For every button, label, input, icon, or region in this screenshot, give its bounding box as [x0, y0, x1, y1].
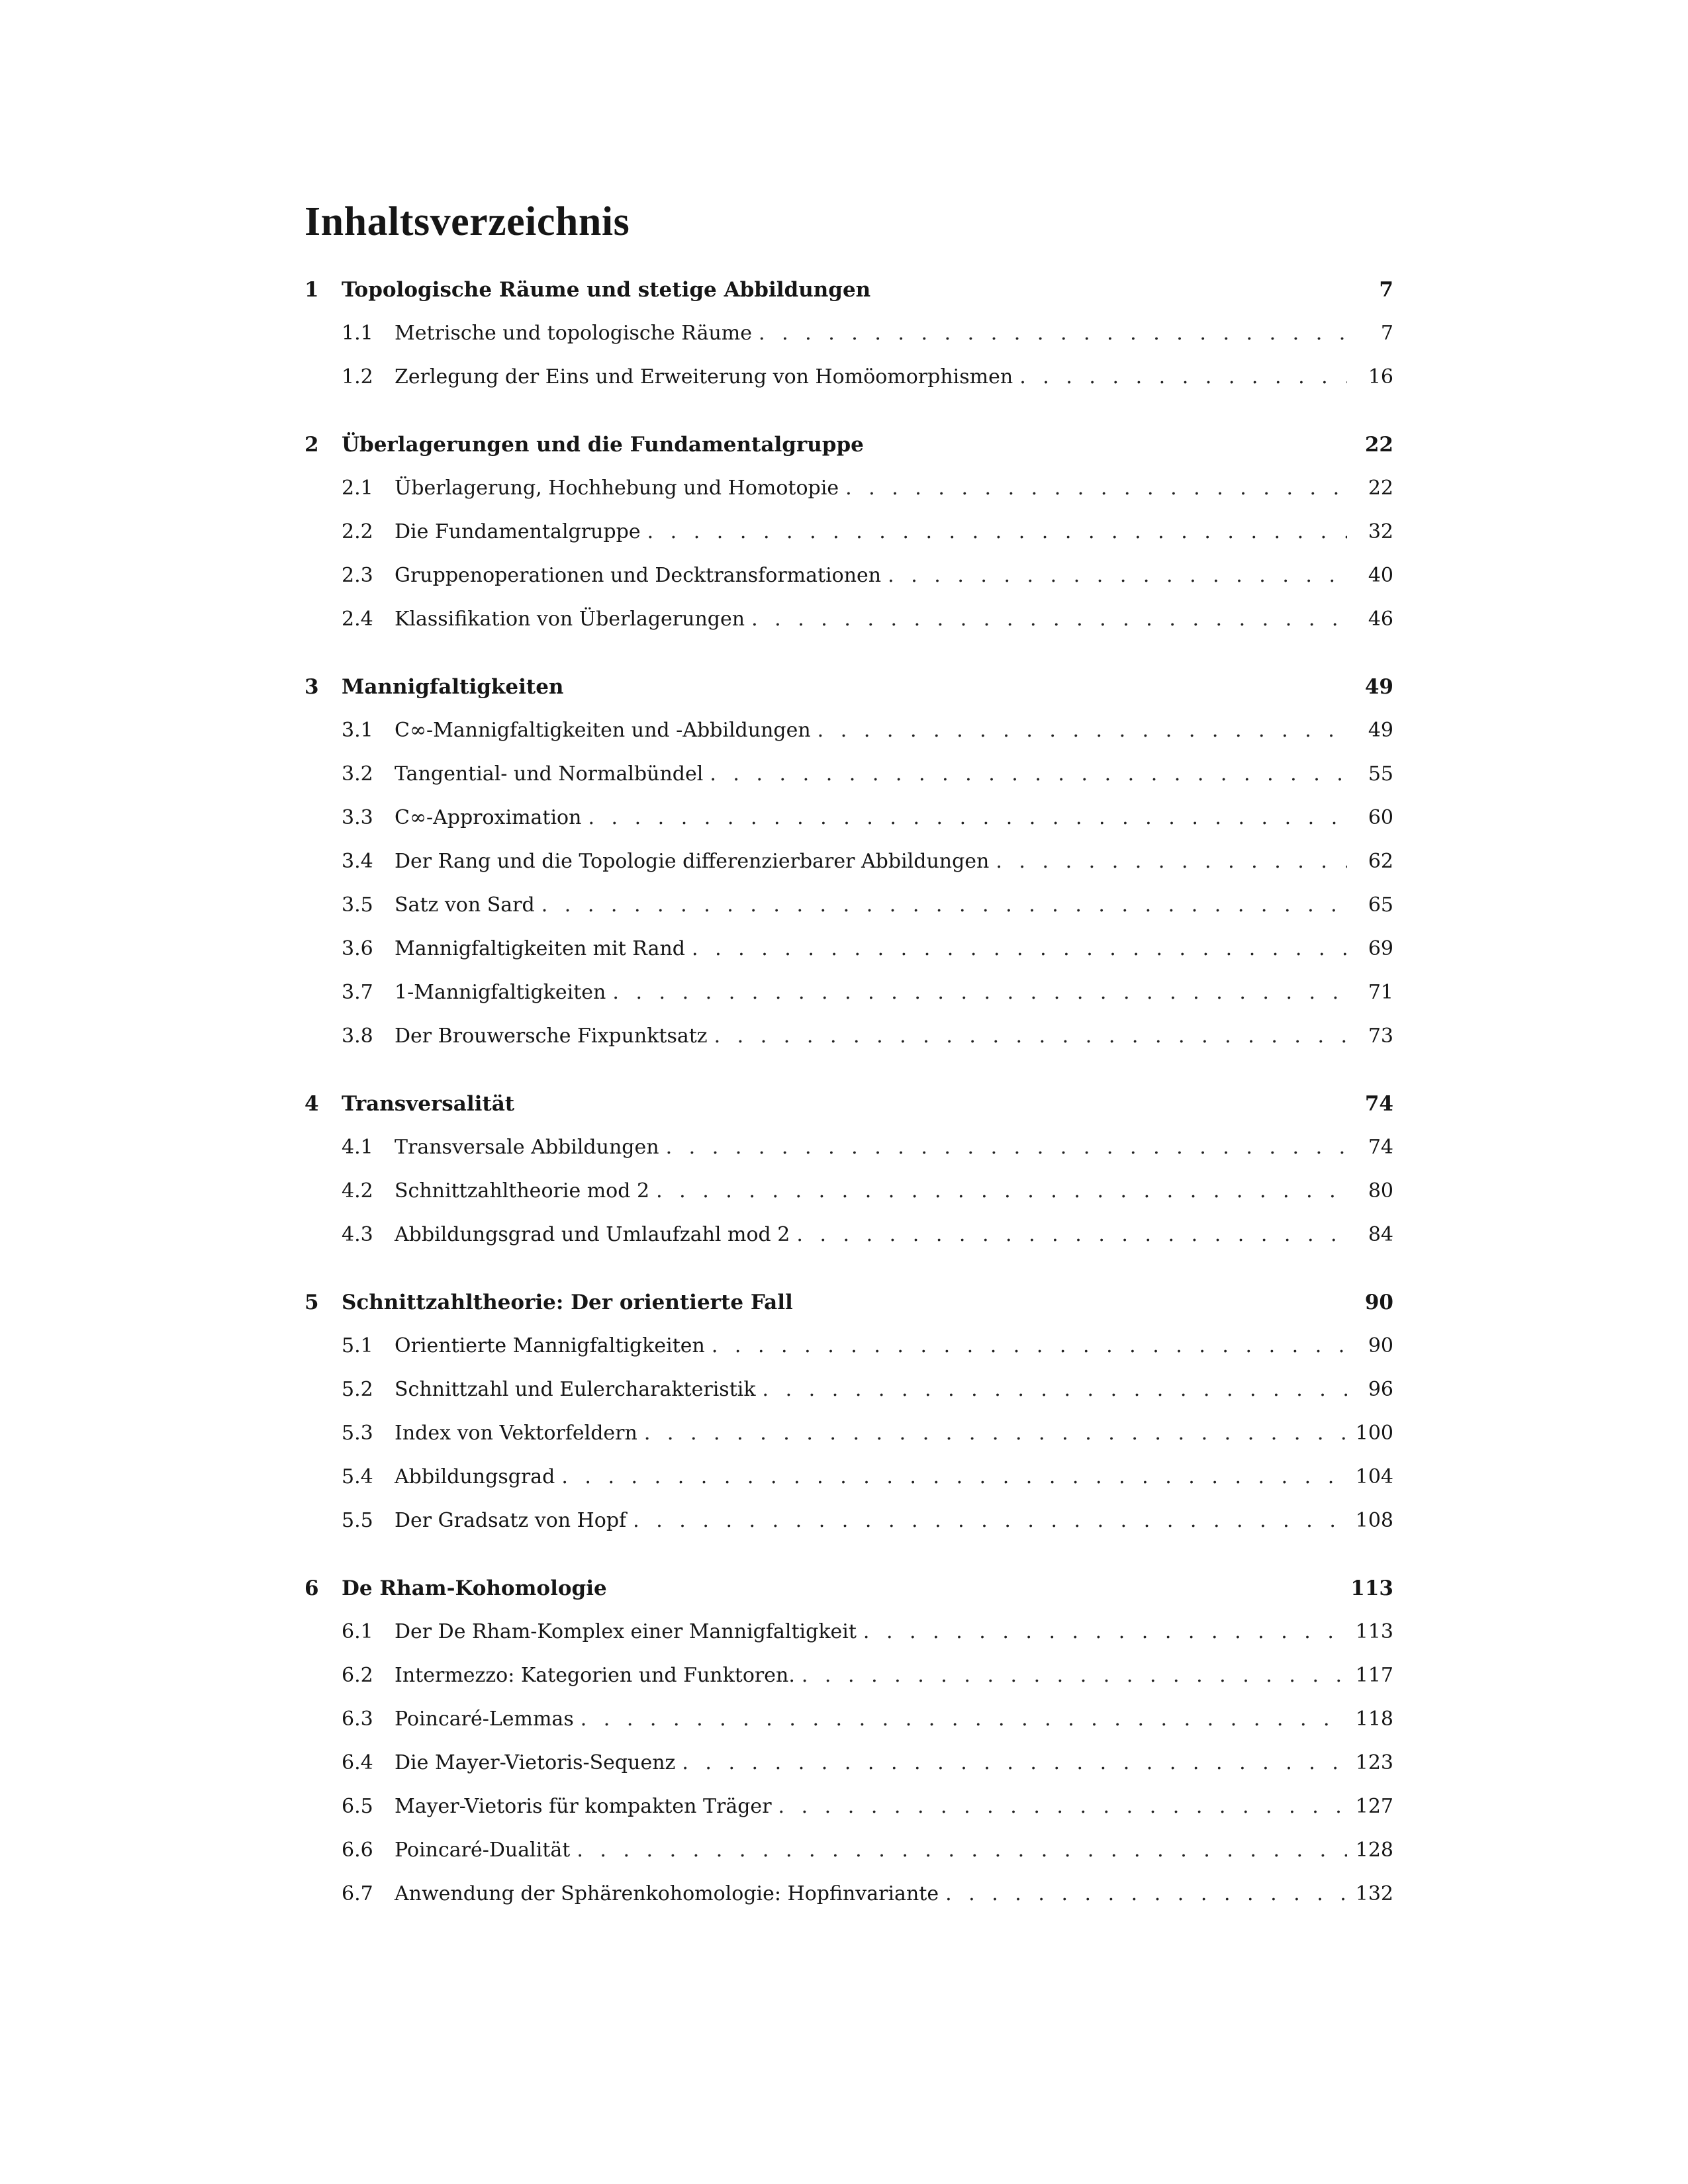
- chapter-number: 4: [305, 1092, 319, 1116]
- section-number: 1.1: [342, 322, 373, 345]
- chapter-title: Überlagerungen und die Fundamentalgruppe: [342, 433, 864, 457]
- section-number: 5.1: [342, 1334, 373, 1357]
- section-number: 5.5: [342, 1509, 373, 1532]
- section-page-number: 96: [1368, 1378, 1393, 1401]
- section-number: 2.4: [342, 608, 373, 631]
- section-page-number: 113: [1355, 1620, 1393, 1643]
- chapter-title: Mannigfaltigkeiten: [342, 675, 564, 699]
- section-title: Index von Vektorfeldern: [395, 1422, 637, 1445]
- dot-leader: [656, 1179, 1347, 1203]
- chapter-page-number: 22: [1364, 433, 1393, 457]
- section-page-number: 32: [1368, 520, 1393, 543]
- section-number: 6.6: [342, 1839, 373, 1862]
- section-page-number: 127: [1355, 1795, 1393, 1818]
- section-page-number: 80: [1368, 1179, 1393, 1203]
- section-number: 3.5: [342, 893, 373, 917]
- section-title: Die Mayer-Vietoris-Sequenz: [395, 1751, 676, 1774]
- section-title: Schnittzahltheorie mod 2: [395, 1179, 650, 1203]
- toc-section-entry[interactable]: [305, 1795, 1393, 1839]
- toc-section-entry[interactable]: [305, 365, 1393, 409]
- section-title: Abbildungsgrad und Umlaufzahl mod 2: [395, 1223, 790, 1246]
- chapter-number: 5: [305, 1291, 319, 1314]
- toc-chapter-entry[interactable]: [305, 278, 1393, 322]
- toc-chapter-entry[interactable]: [305, 1576, 1393, 1620]
- dot-leader: [802, 1664, 1347, 1687]
- toc-section-entry[interactable]: [305, 806, 1393, 850]
- page-title: Inhaltsverzeichnis: [305, 199, 630, 244]
- section-page-number: 74: [1368, 1136, 1393, 1159]
- section-title: Die Fundamentalgruppe: [395, 520, 641, 543]
- toc-chapter-entry[interactable]: [305, 1092, 1393, 1136]
- section-page-number: 108: [1355, 1509, 1393, 1532]
- dot-leader: [692, 937, 1347, 960]
- section-page-number: 65: [1368, 893, 1393, 917]
- chapter-number: 1: [305, 278, 319, 302]
- toc-section-entry[interactable]: [305, 981, 1393, 1024]
- toc-chapter-entry[interactable]: [305, 433, 1393, 477]
- toc-chapter: [305, 278, 1393, 409]
- toc-chapter: [305, 1092, 1393, 1267]
- section-number: 3.1: [342, 719, 373, 742]
- toc-chapter-entry[interactable]: [305, 1291, 1393, 1334]
- section-page-number: 90: [1368, 1334, 1393, 1357]
- section-page-number: 7: [1380, 322, 1393, 345]
- chapter-page-number: 49: [1364, 675, 1393, 699]
- section-page-number: 132: [1355, 1882, 1393, 1905]
- toc-section-entry[interactable]: [305, 893, 1393, 937]
- section-number: 3.3: [342, 806, 373, 829]
- section-number: 5.2: [342, 1378, 373, 1401]
- section-page-number: 62: [1368, 850, 1393, 873]
- section-title: Schnittzahl und Eulercharakteristik: [395, 1378, 756, 1401]
- toc-section-entry[interactable]: [305, 1136, 1393, 1179]
- section-page-number: 60: [1368, 806, 1393, 829]
- dot-leader: [778, 1795, 1347, 1818]
- toc-section-entry[interactable]: [305, 762, 1393, 806]
- toc-section-entry[interactable]: [305, 520, 1393, 564]
- toc-section-entry[interactable]: [305, 1334, 1393, 1378]
- dot-leader: [633, 1509, 1347, 1532]
- section-title: Mayer-Vietoris für kompakten Träger: [395, 1795, 772, 1818]
- toc-section-entry[interactable]: [305, 1707, 1393, 1751]
- dot-leader: [577, 1839, 1347, 1862]
- section-title: Tangential- und Normalbündel: [395, 762, 704, 786]
- toc-section-entry[interactable]: [305, 1664, 1393, 1707]
- section-title: Anwendung der Sphärenkohomologie: Hopfinvariante: [395, 1882, 939, 1905]
- chapter-title: De Rham-Kohomologie: [342, 1576, 607, 1600]
- toc-section-entry[interactable]: [305, 850, 1393, 893]
- section-number: 3.7: [342, 981, 373, 1004]
- toc-section-entry[interactable]: [305, 937, 1393, 981]
- section-title: Satz von Sard: [395, 893, 535, 917]
- toc-section-entry[interactable]: [305, 1024, 1393, 1068]
- section-title: Der Gradsatz von Hopf: [395, 1509, 627, 1532]
- section-title: Der De Rham-Komplex einer Mannigfaltigkeit: [395, 1620, 857, 1643]
- toc-section-entry[interactable]: [305, 1882, 1393, 1926]
- section-title: Der Brouwersche Fixpunktsatz: [395, 1024, 708, 1048]
- section-number: 3.6: [342, 937, 373, 960]
- section-page-number: 46: [1368, 608, 1393, 631]
- section-title: 1-Mannigfaltigkeiten: [395, 981, 606, 1004]
- section-number: 5.4: [342, 1465, 373, 1488]
- dot-leader: [588, 806, 1347, 829]
- section-title: Metrische und topologische Räume: [395, 322, 752, 345]
- section-page-number: 104: [1355, 1465, 1393, 1488]
- section-number: 6.1: [342, 1620, 373, 1643]
- section-title: C∞-Mannigfaltigkeiten und -Abbildungen: [395, 719, 811, 742]
- section-page-number: 128: [1355, 1839, 1393, 1862]
- section-number: 5.3: [342, 1422, 373, 1445]
- chapter-page-number: 113: [1350, 1576, 1393, 1600]
- dot-leader: [710, 762, 1347, 786]
- toc-section-entry[interactable]: [305, 322, 1393, 365]
- section-page-number: 49: [1368, 719, 1393, 742]
- section-title: Orientierte Mannigfaltigkeiten: [395, 1334, 705, 1357]
- section-number: 3.4: [342, 850, 373, 873]
- chapter-title: Topologische Räume und stetige Abbildungen: [342, 278, 871, 302]
- section-title: C∞-Approximation: [395, 806, 582, 829]
- chapter-number: 3: [305, 675, 319, 699]
- section-number: 6.2: [342, 1664, 373, 1687]
- section-page-number: 55: [1368, 762, 1393, 786]
- dot-leader: [644, 1422, 1347, 1445]
- section-number: 4.2: [342, 1179, 373, 1203]
- section-title: Poincaré-Lemmas: [395, 1707, 574, 1731]
- chapter-page-number: 7: [1379, 278, 1393, 302]
- dot-leader: [561, 1465, 1347, 1488]
- section-title: Mannigfaltigkeiten mit Rand: [395, 937, 685, 960]
- section-page-number: 117: [1355, 1664, 1393, 1687]
- toc-section-entry[interactable]: [305, 1465, 1393, 1509]
- toc-section-entry[interactable]: [305, 564, 1393, 608]
- toc-chapter-entry[interactable]: [305, 675, 1393, 719]
- section-number: 4.3: [342, 1223, 373, 1246]
- toc-section-entry[interactable]: [305, 477, 1393, 520]
- chapter-number: 2: [305, 433, 319, 457]
- dot-leader: [996, 850, 1347, 873]
- toc-section-entry[interactable]: [305, 1223, 1393, 1267]
- section-number: 4.1: [342, 1136, 373, 1159]
- dot-leader: [863, 1620, 1347, 1643]
- dot-leader: [845, 477, 1347, 500]
- dot-leader: [541, 893, 1347, 917]
- section-title: Der Rang und die Topologie differenzierbarer Abbildungen: [395, 850, 990, 873]
- dot-leader: [796, 1223, 1347, 1246]
- section-title: Klassifikation von Überlagerungen: [395, 608, 745, 631]
- section-page-number: 73: [1368, 1024, 1393, 1048]
- chapter-title: Schnittzahltheorie: Der orientierte Fall: [342, 1291, 793, 1314]
- section-page-number: 69: [1368, 937, 1393, 960]
- section-number: 2.2: [342, 520, 373, 543]
- dot-leader: [945, 1882, 1347, 1905]
- toc-section-entry[interactable]: [305, 1751, 1393, 1795]
- dot-leader: [763, 1378, 1347, 1401]
- toc-section-entry[interactable]: [305, 1179, 1393, 1223]
- section-number: 3.2: [342, 762, 373, 786]
- dot-leader: [759, 322, 1347, 345]
- chapter-page-number: 90: [1364, 1291, 1393, 1314]
- dot-leader: [888, 564, 1347, 587]
- section-number: 6.3: [342, 1707, 373, 1731]
- section-title: Poincaré-Dualität: [395, 1839, 571, 1862]
- toc-chapter: [305, 433, 1393, 651]
- dot-leader: [647, 520, 1347, 543]
- section-title: Gruppenoperationen und Decktransformationen: [395, 564, 882, 587]
- section-page-number: 71: [1368, 981, 1393, 1004]
- dot-leader: [1019, 365, 1347, 388]
- section-title: Intermezzo: Kategorien und Funktoren.: [395, 1664, 795, 1687]
- dot-leader: [751, 608, 1347, 631]
- section-number: 6.5: [342, 1795, 373, 1818]
- chapter-page-number: 74: [1364, 1092, 1393, 1116]
- chapter-title: Transversalität: [342, 1092, 515, 1116]
- section-page-number: 40: [1368, 564, 1393, 587]
- dot-leader: [714, 1024, 1347, 1048]
- toc-section-entry[interactable]: [305, 1422, 1393, 1465]
- toc-chapter: [305, 1291, 1393, 1553]
- section-page-number: 100: [1355, 1422, 1393, 1445]
- section-title: Überlagerung, Hochhebung und Homotopie: [395, 477, 839, 500]
- dot-leader: [666, 1136, 1347, 1159]
- section-number: 1.2: [342, 365, 373, 388]
- toc-section-entry[interactable]: [305, 1509, 1393, 1553]
- toc-chapter: [305, 675, 1393, 1068]
- section-page-number: 16: [1368, 365, 1393, 388]
- toc-section-entry[interactable]: [305, 1839, 1393, 1882]
- section-number: 2.1: [342, 477, 373, 500]
- section-number: 2.3: [342, 564, 373, 587]
- section-title: Zerlegung der Eins und Erweiterung von Homöomorphismen: [395, 365, 1013, 388]
- dot-leader: [712, 1334, 1347, 1357]
- dot-leader: [612, 981, 1347, 1004]
- toc-section-entry[interactable]: [305, 1620, 1393, 1664]
- section-page-number: 22: [1368, 477, 1393, 500]
- toc-chapter: [305, 1576, 1393, 1926]
- dot-leader: [682, 1751, 1347, 1774]
- dot-leader: [818, 719, 1347, 742]
- section-title: Abbildungsgrad: [395, 1465, 555, 1488]
- section-number: 6.4: [342, 1751, 373, 1774]
- chapter-number: 6: [305, 1576, 319, 1600]
- toc-section-entry[interactable]: [305, 1378, 1393, 1422]
- section-number: 3.8: [342, 1024, 373, 1048]
- section-number: 6.7: [342, 1882, 373, 1905]
- section-page-number: 84: [1368, 1223, 1393, 1246]
- section-page-number: 118: [1355, 1707, 1393, 1731]
- dot-leader: [581, 1707, 1347, 1731]
- section-title: Transversale Abbildungen: [395, 1136, 659, 1159]
- table-of-contents: [305, 278, 1393, 1950]
- toc-section-entry[interactable]: [305, 719, 1393, 762]
- toc-section-entry[interactable]: [305, 608, 1393, 651]
- section-page-number: 123: [1355, 1751, 1393, 1774]
